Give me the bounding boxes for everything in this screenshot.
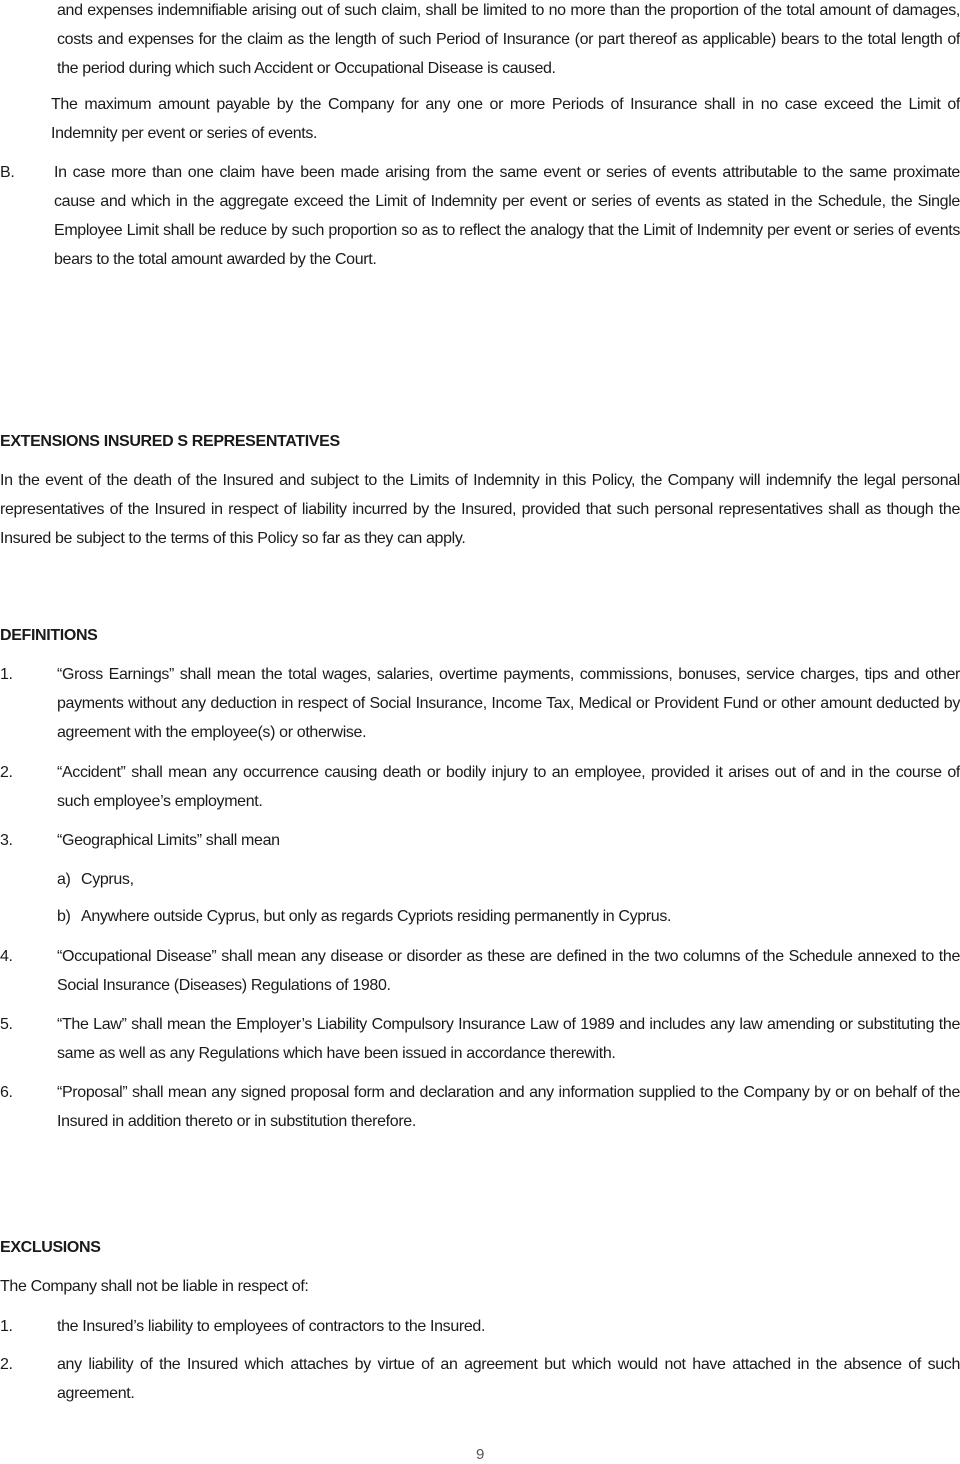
extensions-text: In the event of the death of the Insured and subject to the Limits of Indemnity in this Policy, the Company will indemnify the legal personal representatives of the Insured in respect of liability incurred by the Insured, provided that such personal representatives shall as though the Insured be subject to the terms of this Policy so far as they can apply. <box>0 472 960 547</box>
exclusion-contractors: the Insured’s liability to employees of contractors to the Insured. <box>57 1318 486 1335</box>
definition-accident: “Accident” shall mean any occurrence causing death or bodily injury to an employee, provided it arises out of and in the course of such employee’s employment. <box>57 764 960 810</box>
definition-number: 6. <box>0 1084 13 1101</box>
definition-geographical-limits: “Geographical Limits” shall mean <box>57 832 280 849</box>
exclusion-number: 1. <box>0 1318 13 1335</box>
definition-number: 5. <box>0 1016 13 1033</box>
definition-the-law: “The Law” shall mean the Employer’s Liability Compulsory Insurance Law of 1989 and includes any law amending or substituting the same as well as any Regulations which have been issued in accordance therewith. <box>57 1016 960 1062</box>
definition-occupational-disease: “Occupational Disease” shall mean any disease or disorder as these are defined in the two columns of the Schedule annexed to the Social Insurance (Diseases) Regulations of 1980. <box>57 948 960 994</box>
exclusion-agreement: any liability of the Insured which attaches by virtue of an agreement but which would not have attached in the absence of such agreement. <box>57 1356 960 1402</box>
exclusions-heading: EXCLUSIONS <box>0 1239 101 1256</box>
geo-subitem-outside-cyprus: Anywhere outside Cyprus, but only as regards Cypriots residing permanently in Cyprus. <box>81 908 672 925</box>
definition-proposal: “Proposal” shall mean any signed proposal form and declaration and any information supplied to the Company by or on behalf of the Insured in addition thereto or in substitution therefore. <box>57 1084 960 1130</box>
definition-gross-earnings: “Gross Earnings” shall mean the total wages, salaries, overtime payments, commissions, bonuses, service charges, tips and other payments without any deduction in respect of Social Insurance, Income Tax, Medical or Provident Fund or other amount deducted by agreement with the employee(s) or otherwise. <box>57 666 960 741</box>
geo-subitem-marker: b) <box>57 908 71 925</box>
clause-b-marker: B. <box>0 164 15 181</box>
geo-subitem-marker: a) <box>57 871 71 888</box>
definition-number: 2. <box>0 764 13 781</box>
definitions-heading: DEFINITIONS <box>0 627 98 644</box>
extensions-heading: EXTENSIONS INSURED S REPRESENTATIVES <box>0 433 340 450</box>
paragraph-maximum-amount: The maximum amount payable by the Company for any one or more Periods of Insurance shall in no case exceed the Limit of Indemnity per event or series of events. <box>51 96 960 142</box>
page-number: 9 <box>476 1446 484 1463</box>
definition-number: 4. <box>0 948 13 965</box>
exclusions-intro: The Company shall not be liable in respect of: <box>0 1278 309 1295</box>
exclusion-number: 2. <box>0 1356 13 1373</box>
definition-number: 3. <box>0 832 13 849</box>
definition-number: 1. <box>0 666 13 683</box>
paragraph-continuation: and expenses indemnifiable arising out of such claim, shall be limited to no more than the proportion of the total amount of damages, costs and expenses for the claim as the length of such Period of Insurance (or part thereof as applicable) bears to the total length of the period during which such Accident or Occupational Disease is caused. <box>57 2 960 77</box>
clause-b-text: In case more than one claim have been made arising from the same event or series of events attributable to the same proximate cause and which in the aggregate exceed the Limit of Indemnity per event or series of events as stated in the Schedule, the Single Employee Limit shall be reduce by such proportion so as to reflect the analogy that the Limit of Indemnity per event or series of events bears to the total amount awarded by the Court. <box>54 164 960 268</box>
geo-subitem-cyprus: Cyprus, <box>81 871 134 888</box>
